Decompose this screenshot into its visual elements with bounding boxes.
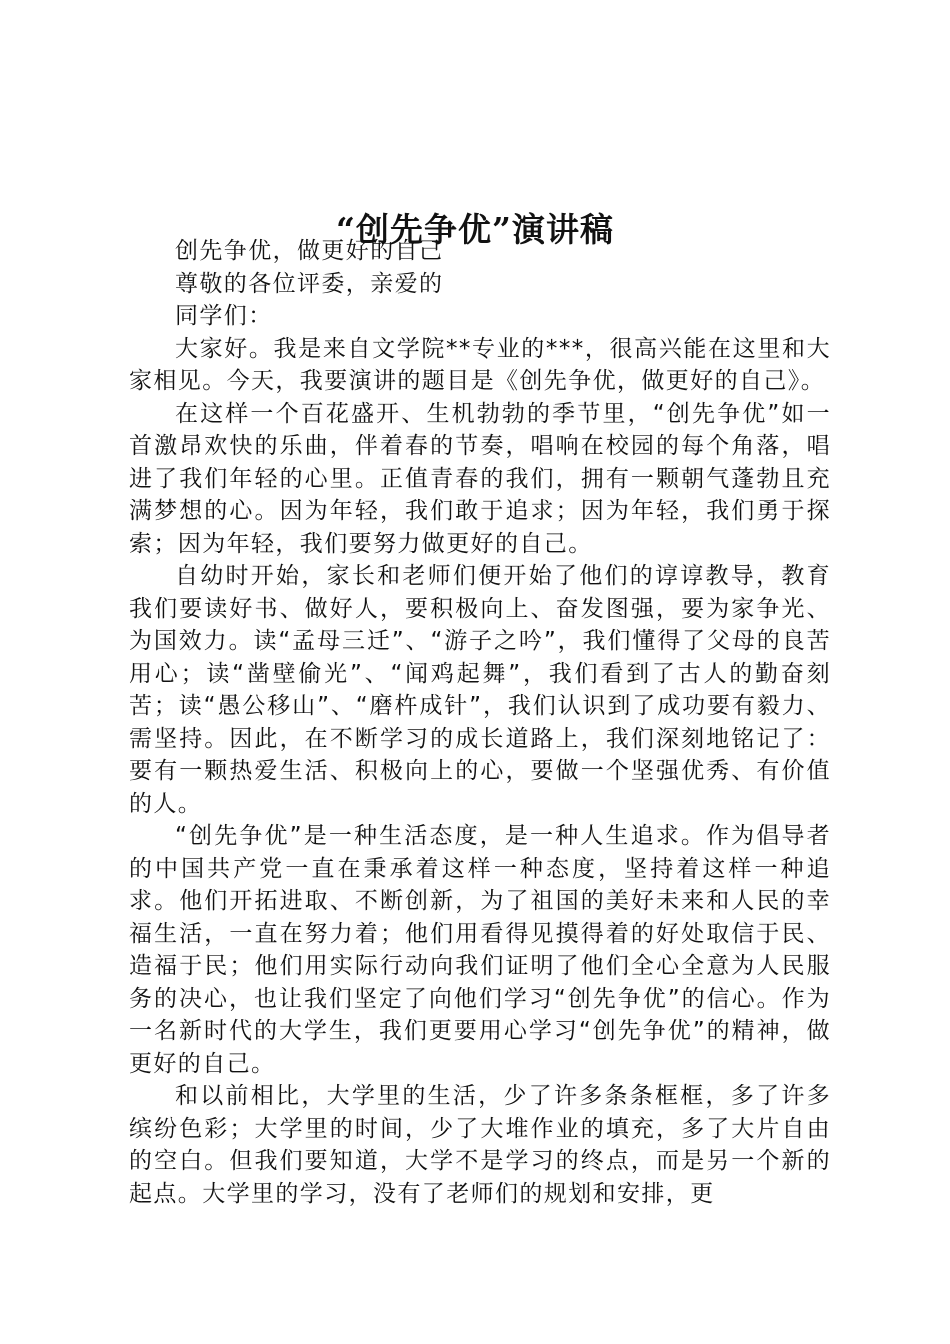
paragraph-introduction: 大家好。我是来自文学院**专业的***，很高兴能在这里和大家相见。今天，我要演讲的题目是《创先争优，做更好的自己》。 bbox=[129, 335, 831, 394]
paragraph-season: 在这样一个百花盛开、生机勃勃的季节里，“创先争优”如一首激昂欢快的乐曲，伴着春的节奏，唱响在校园的每个角落，唱进了我们年轻的心里。正值青春的我们，拥有一颗朝气蓬勃且充满梦想的心。因为年轻，我们敢于追求；因为年轻，我们勇于探索；因为年轻，我们要努力做更好的自己。 bbox=[129, 400, 831, 557]
document-title: “创先争优”演讲稿 bbox=[336, 210, 614, 250]
salutation-line: 尊敬的各位评委，亲爱的 bbox=[175, 270, 444, 297]
paragraph-attitude: “创先争优”是一种生活态度，是一种人生追求。作为倡导者的中国共产党一直在秉承着这样一种态度，坚持着这样一种追求。他们开拓进取、不断创新，为了祖国的美好未来和人民的幸福生活，一直在努力着；他们用看得见摸得着的好处取信于民、造福于民；他们用实际行动向我们证明了他们全心全意为人民服务的决心，也让我们坚定了向他们学习“创先争优”的信心。作为一名新时代的大学生，我们更要用心学习“创先争优”的精神，做更好的自己。 bbox=[129, 823, 831, 1077]
paragraph-childhood: 自幼时开始，家长和老师们便开始了他们的谆谆教导，教育我们要读好书、做好人，要积极向上、奋发图强，要为家争光、为国效力。读“孟母三迁”、“游子之吟”，我们懂得了父母的良苦用心；读“凿壁偷光”、“闻鸡起舞”，我们看到了古人的勤奋刻苦；读“愚公移山”、“磨杵成针”，我们认识到了成功要有毅力、需坚持。因此，在不断学习的成长道路上，我们深刻地铭记了：要有一颗热爱生活、积极向上的心，要做一个坚强优秀、有价值的人。 bbox=[129, 563, 831, 817]
subtitle-line: 创先争优，做更好的自己 bbox=[175, 238, 444, 264]
document-body bbox=[129, 235, 831, 1210]
paragraph-university: 和以前相比，大学里的生活，少了许多条条框框，多了许多缤纷色彩；大学里的时间，少了大堆作业的填充，多了大片自由的空白。但我们要知道，大学不是学习的终点，而是另一个新的起点。大学里的学习，没有了老师们的规划和安排，更 bbox=[129, 1083, 831, 1207]
salutation-line-continued: 同学们： bbox=[175, 303, 273, 329]
